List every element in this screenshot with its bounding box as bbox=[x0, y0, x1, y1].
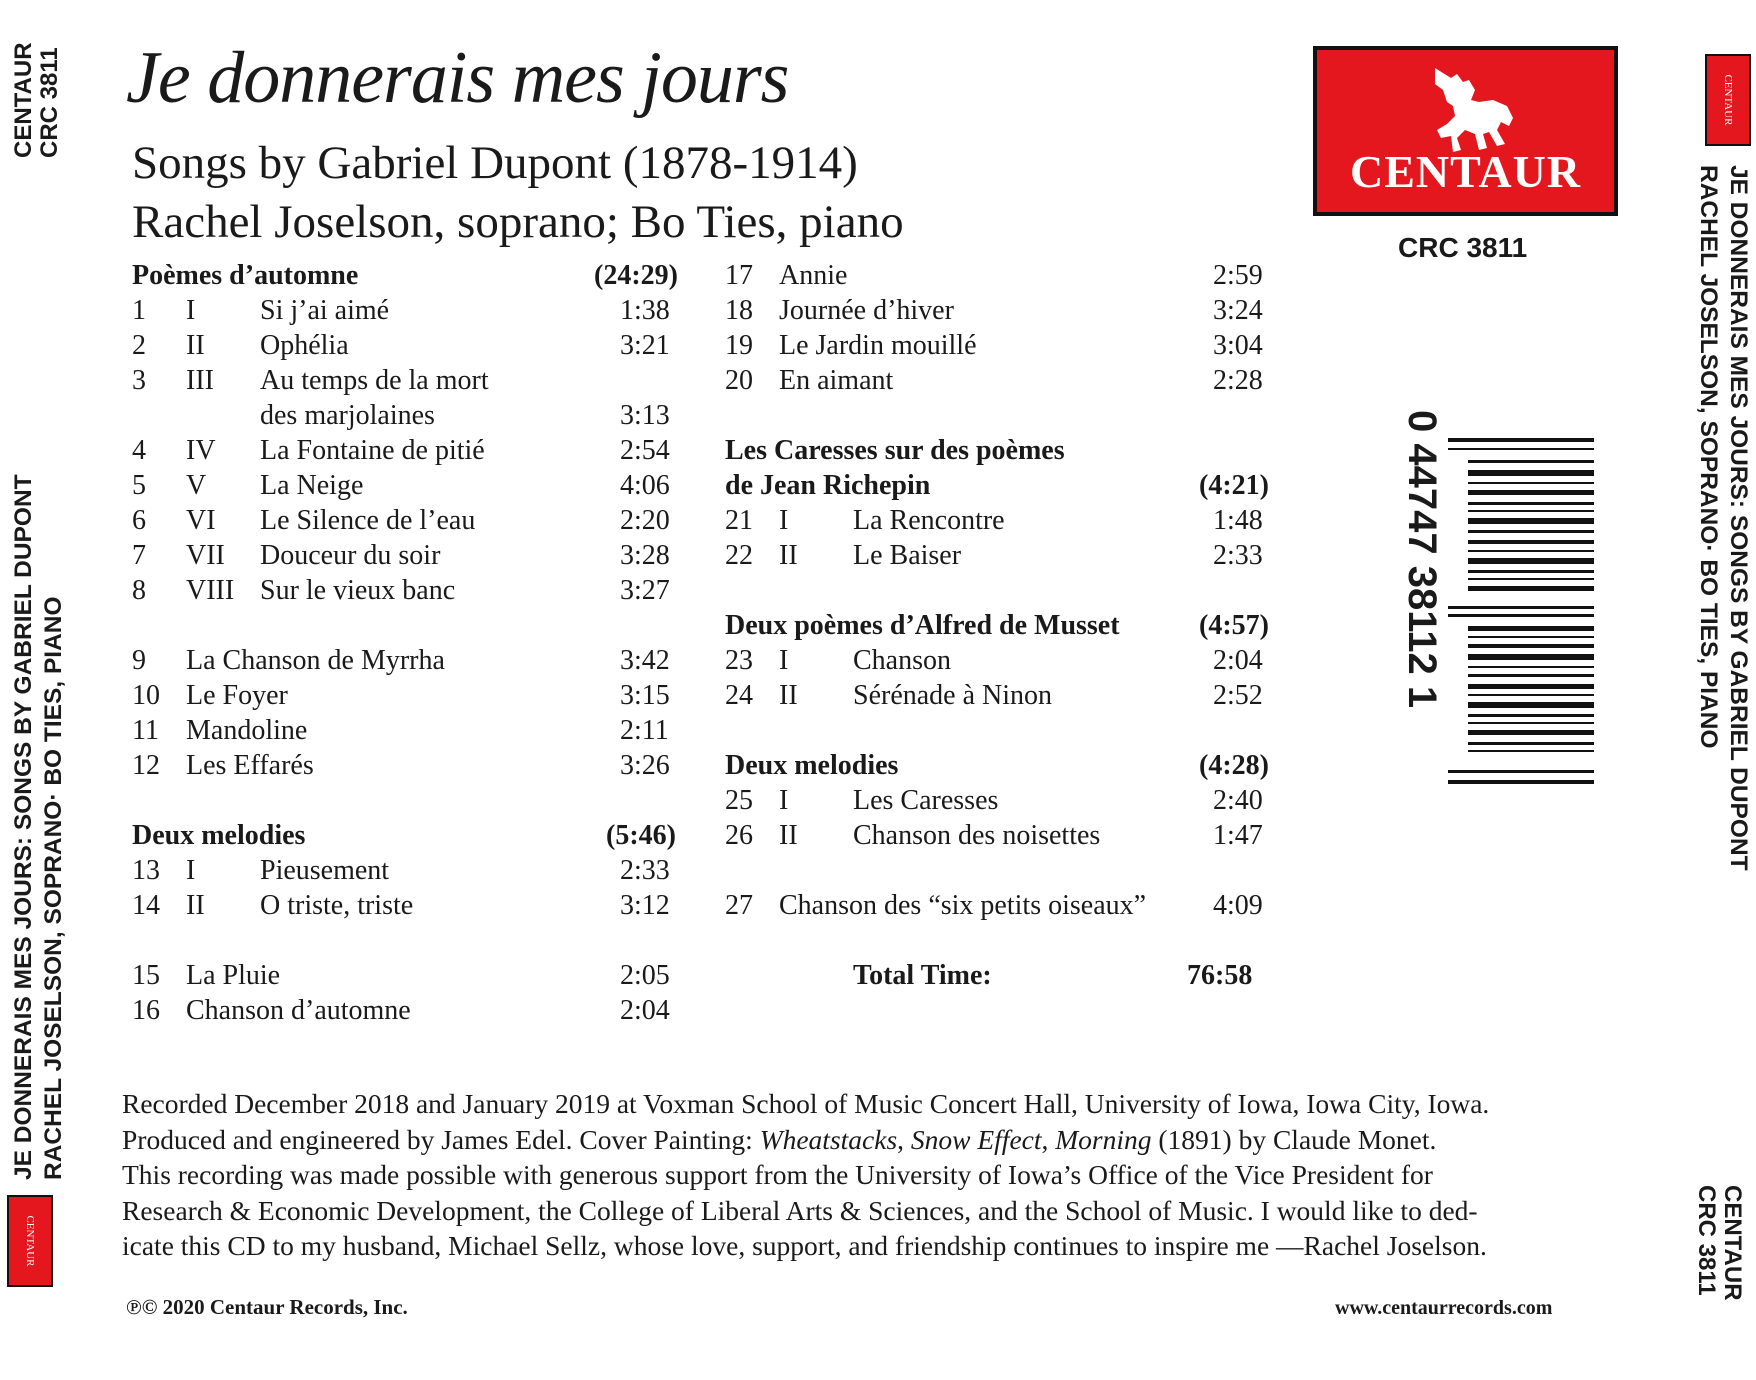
album-title: Je donnerais mes jours bbox=[126, 37, 789, 119]
spine-mini-logo-top: CENTAUR bbox=[1705, 54, 1751, 146]
notes-line: icate this CD to my husband, Michael Sellz, whose love, support, and friendship continues to inspire me —Rachel Joselson. bbox=[122, 1230, 1487, 1261]
spine-right-label: CENTAUR bbox=[1719, 1185, 1746, 1301]
centaur-logo-text: CENTAUR bbox=[1349, 146, 1582, 197]
notes-line: This recording was made possible with generous support from the University of Iowa’s Office of the Vice President for bbox=[122, 1159, 1433, 1190]
notes-line: Produced and engineered by James Edel. Cover Painting: Wheatstacks, Snow Effect, Morning (1891) by Claude Monet. bbox=[122, 1123, 1437, 1155]
centaur-logo bbox=[1313, 46, 1618, 216]
spine-left-catalog: CRC 3811 bbox=[36, 47, 63, 158]
spine-left-performers: RACHEL JOSELSON, SOPRANO· BO TIES, PIANO bbox=[40, 596, 67, 1180]
tracklist-right: 17 Annie 2:59 18 Journée d’hiver 3:24 19 Le Jardin mouillé 3:04 20 En aimant 2:28 Les Caresses sur des poèmes de Jean Richepin (4:21) 21 I La Rencontre 1:48 22 II Le Baiser 2:33 Deux poèmes d’Alfred de Musset (4:57) 23 I Chanson 2:04 24 II Sérénade à Ninon 2:52 Deux melodies (4:28) 25 I Les Caresses 2:40 26 II Chanson des noisettes 1:47 27 Chanson des “six petits oiseaux” 4:09 Total Time: 76:58 bbox=[725, 260, 1269, 991]
spine-left-title: JE DONNERAIS MES JOURS: SONGS BY GABRIEL DUPONT bbox=[10, 474, 37, 1180]
spine-right-performers: RACHEL JOSELSON, SOPRANO· BO TIES, PIANO bbox=[1695, 165, 1722, 749]
barcode-icon bbox=[1448, 430, 1594, 814]
spine-right-title: JE DONNERAIS MES JOURS: SONGS BY GABRIEL DUPONT bbox=[1725, 165, 1752, 871]
notes-line: Recorded December 2018 and January 2019 at Voxman School of Music Concert Hall, University of Iowa, Iowa City, Iowa. bbox=[122, 1088, 1490, 1119]
album-performers: Rachel Joselson, soprano; Bo Ties, piano bbox=[132, 196, 904, 248]
tracklist-left: Poèmes d’automne (24:29) 1 I Si j’ai aimé 1:38 2 II Ophélia 3:21 3 III Au temps de la mort des marjolaines 3:13 4 IV La Fontaine de pitié 2:54 5 V La Neige 4:06 6 VI Le Silence de l’eau 2:20 7 VII Douceur du soir 3:28 8 VIII Sur le vieux banc 3:27 9 La Chanson de Myrrha 3:42 10 Le Foyer 3:15 11 Mandoline 2:11 12 Les Effarés 3:26 Deux melodies (5:46) 13 I Pieusement 2:33 14 II O triste, triste 3:12 15 La Pluie 2:05 16 Chanson d’automne 2:04 bbox=[132, 260, 678, 1026]
copyright: ℗© 2020 Centaur Records, Inc. bbox=[126, 1295, 408, 1319]
album-subtitle: Songs by Gabriel Dupont (1878-1914) bbox=[132, 137, 858, 189]
spine-left-label: CENTAUR bbox=[10, 42, 37, 158]
spine-mini-logo-bottom: CENTAUR bbox=[7, 1195, 53, 1287]
liner-notes bbox=[122, 1086, 1602, 1264]
website-link[interactable]: www.centaurrecords.com bbox=[1335, 1297, 1553, 1319]
barcode-digits: 0 44747 38112 1 bbox=[1400, 410, 1444, 709]
notes-line: Research & Economic Development, the College of Liberal Arts & Sciences, and the School of Music. I would like to ded- bbox=[122, 1194, 1478, 1226]
catalog-number: CRC 3811 bbox=[1398, 232, 1528, 263]
spine-right-catalog: CRC 3811 bbox=[1693, 1185, 1720, 1296]
